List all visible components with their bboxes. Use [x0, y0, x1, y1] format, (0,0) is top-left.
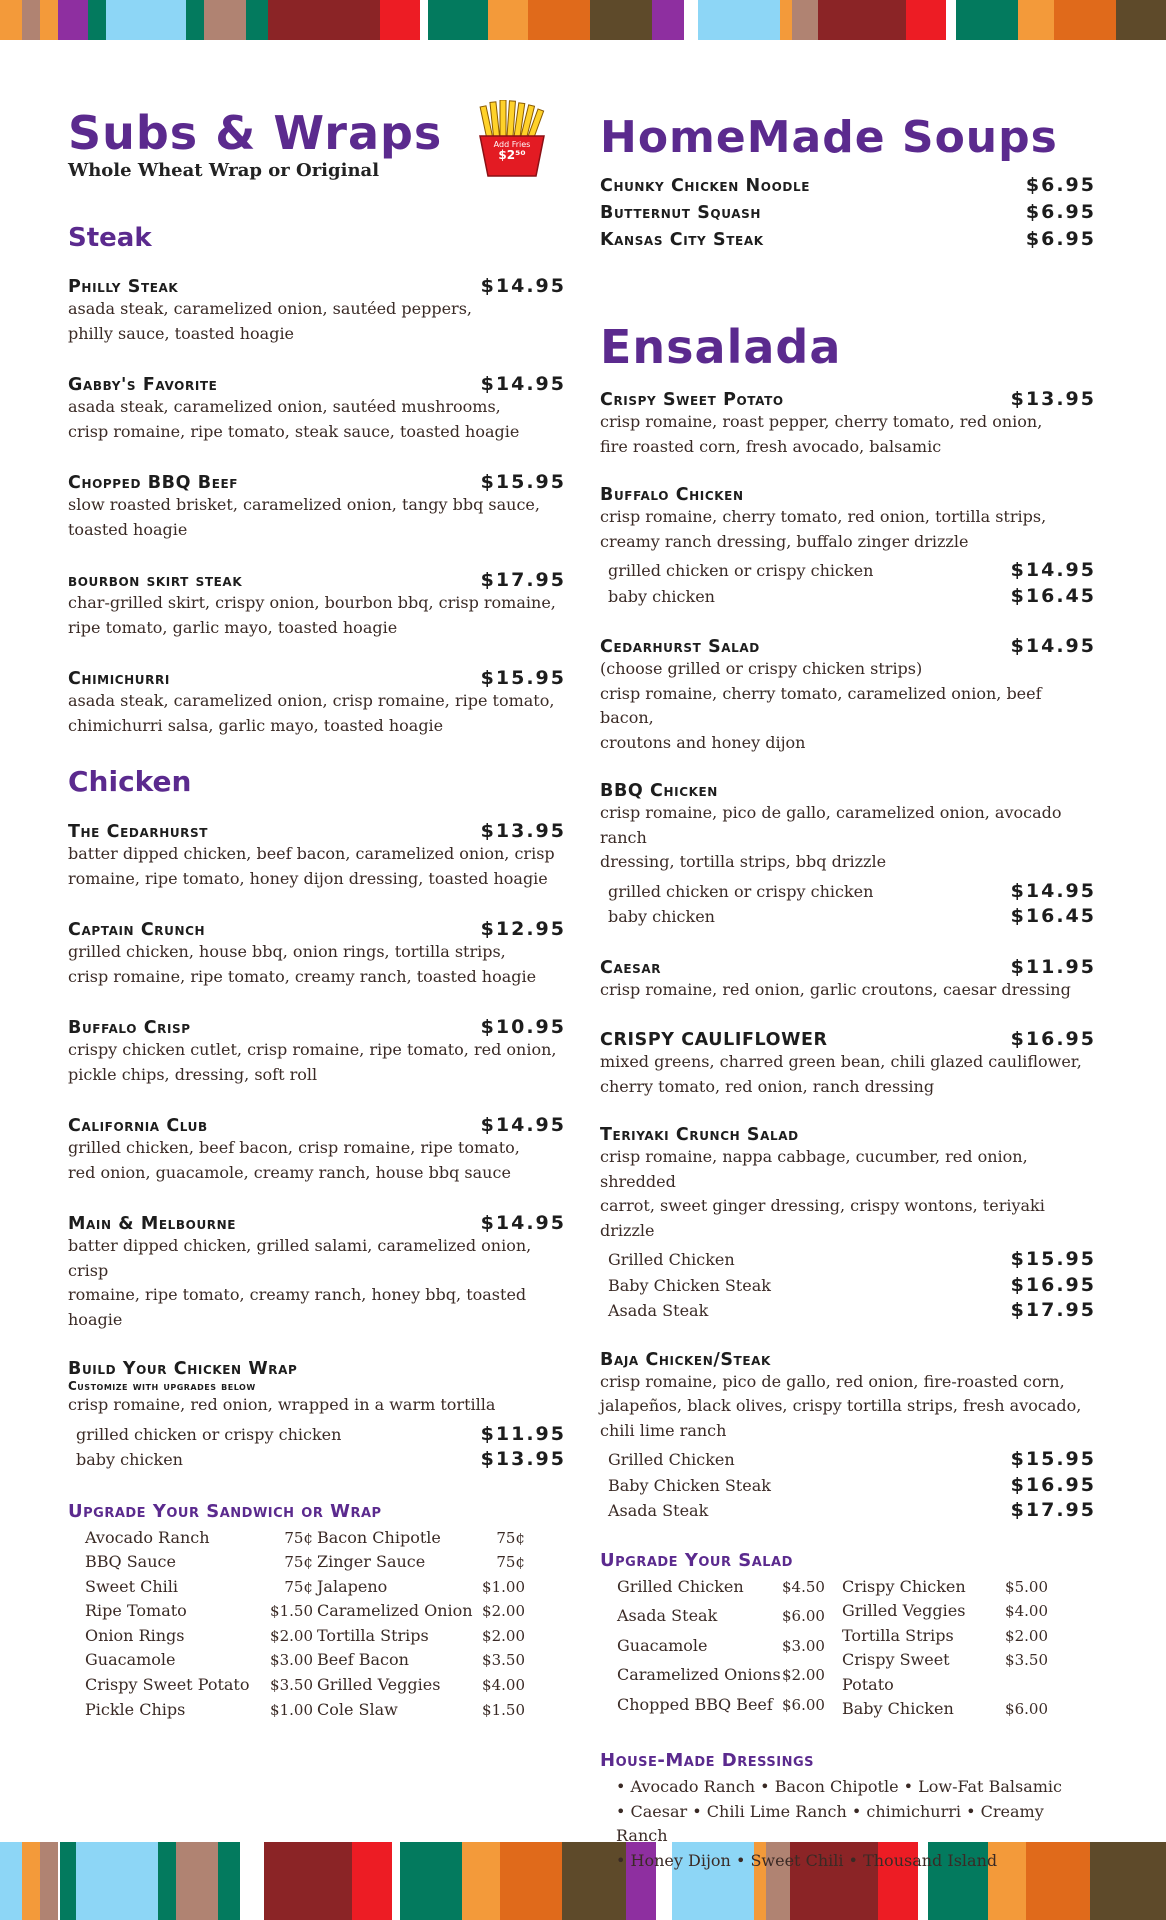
menu-item-name: California Club: [68, 1116, 208, 1136]
menu-item-desc: chimichurri salsa, garlic mayo, toasted hoagie: [68, 715, 444, 735]
upgrade-price: $2.00: [782, 1666, 825, 1685]
soup-name: Chunky Chicken Noodle: [600, 176, 810, 196]
option-label: grilled chicken or crispy chicken: [608, 561, 874, 580]
salad-name: Crispy Sweet Potato: [600, 390, 784, 410]
salad-price: $11.95: [1010, 955, 1096, 978]
salad-item: [600, 781, 1096, 930]
menu-item: [68, 471, 566, 542]
menu-item-desc: crisp romaine, ripe tomato, steak sauce, toasted hoagie: [68, 421, 520, 441]
upgrade-price: $2.00: [270, 1626, 313, 1645]
salad-item: [600, 1028, 1096, 1099]
upgrade-price: $3.50: [482, 1651, 525, 1670]
salad-desc: carrot, sweet ginger dressing, crispy wontons, teriyaki drizzle: [600, 1196, 1045, 1240]
subs-wraps-subtitle: Whole Wheat Wrap or Original: [68, 160, 380, 181]
upgrade-name: Bacon Chipotle: [317, 1527, 441, 1547]
option-label: baby chicken: [76, 1450, 183, 1469]
menu-item-desc: char-grilled skirt, crispy onion, bourbon bbq, crisp romaine,: [68, 593, 556, 612]
option-row: [600, 1247, 1096, 1273]
menu-item-price: $15.95: [480, 471, 566, 493]
soup-name: Butternut Squash: [600, 203, 761, 223]
upgrade-name: Zinger Sauce: [317, 1552, 426, 1572]
menu-item: [68, 373, 566, 444]
menu-item: [68, 1212, 566, 1332]
upgrade-name: Grilled Chicken: [617, 1576, 744, 1596]
fries-badge-line1: Add Fries: [493, 140, 531, 149]
option-price: $15.95: [1010, 1248, 1096, 1270]
soups-title: HomeMade Soups: [600, 112, 1058, 163]
menu-item: [68, 569, 566, 640]
salad-desc: mixed greens, charred green bean, chili glazed cauliflower,: [600, 1052, 1082, 1071]
salad-desc: crisp romaine, red onion, garlic croutons, caesar dressing: [600, 979, 1071, 999]
option-label: baby chicken: [608, 907, 715, 926]
upgrade-price: $4.00: [482, 1676, 525, 1695]
dressing-line: • Honey Dijon • Sweet Chili • Thousand Island: [616, 1850, 998, 1870]
dressings-title: House-Made Dressings: [600, 1750, 815, 1772]
option-price: $16.45: [1010, 905, 1096, 927]
option-row: [68, 1447, 566, 1473]
salad-desc: dressing, tortilla strips, bbq drizzle: [600, 852, 887, 871]
menu-item-price: $10.95: [480, 1016, 566, 1038]
menu-item-desc: romaine, ripe tomato, honey dijon dressing, toasted hoagie: [68, 868, 548, 888]
sandwich-upgrades: [68, 1501, 566, 1723]
menu-item-header: [68, 1212, 566, 1234]
option-label: baby chicken: [608, 586, 715, 606]
option-price: $15.95: [1010, 1448, 1096, 1470]
option-label: Baby Chicken Steak: [608, 1275, 771, 1295]
soup-row: [600, 201, 1096, 223]
build-wrap-name: Build Your Chicken Wrap: [68, 1359, 298, 1379]
option-label: Asada Steak: [608, 1501, 709, 1520]
menu-item-header: [68, 569, 566, 591]
subs-wraps-column: [68, 106, 566, 1722]
upgrade-price: $2.00: [482, 1626, 525, 1645]
upgrade-name: Guacamole: [85, 1650, 176, 1670]
upgrade-price: $4.00: [1005, 1602, 1048, 1621]
menu-item-price: $14.95: [480, 373, 566, 395]
menu-item-price: $12.95: [480, 918, 566, 940]
option-price: $14.95: [1010, 559, 1096, 581]
salad-options: [600, 1247, 1096, 1324]
dressings: [600, 1750, 1096, 1873]
menu-item-header: [68, 667, 566, 689]
salad-options: [600, 558, 1096, 609]
menu-item-name: Main & Melbourne: [68, 1214, 237, 1234]
option-row: [600, 904, 1096, 930]
option-price: $11.95: [480, 1422, 566, 1445]
upgrade-name: Cole Slaw: [317, 1699, 398, 1719]
option-price: $16.45: [1010, 584, 1096, 607]
upgrade-price: 75¢: [284, 1528, 313, 1547]
chicken-list: [68, 820, 566, 1332]
salad-upgrades-col1: [617, 1575, 825, 1723]
salad-upgrades: [600, 1550, 1096, 1723]
salad-name: Cedarhurst Salad: [600, 637, 760, 657]
menu-item-desc: batter dipped chicken, grilled salami, caramelized onion, crisp: [68, 1236, 532, 1280]
upgrade-name: Grilled Veggies: [842, 1601, 966, 1621]
upgrade-price: $1.00: [270, 1700, 313, 1719]
salad-name: BBQ Chicken: [600, 781, 718, 801]
salad-name: CRISPY CAULIFLOWER: [600, 1030, 828, 1050]
menu-item-name: Gabby's Favorite: [68, 375, 218, 395]
salad-name: Buffalo Chicken: [600, 485, 744, 505]
subs-wraps-title: Subs & Wraps: [68, 106, 443, 160]
soup-price: $6.95: [1025, 201, 1096, 223]
upgrade-price: $6.00: [782, 1695, 825, 1714]
menu-item-header: [68, 918, 566, 940]
salad-header: [600, 781, 1096, 801]
salad-list: [600, 388, 1096, 1524]
sandwich-upgrades-col1: [85, 1526, 313, 1723]
menu-item-header: [68, 820, 566, 842]
option-price: $17.95: [1010, 1499, 1096, 1521]
build-chicken-wrap: [68, 1359, 566, 1473]
build-wrap-options: [68, 1422, 566, 1473]
option-price: $14.95: [1010, 879, 1096, 902]
soup-name: Kansas City Steak: [600, 230, 764, 250]
upgrade-price: $3.00: [782, 1636, 825, 1655]
salad-header: [600, 388, 1096, 410]
menu-item-desc: asada steak, caramelized onion, sautéed peppers,: [68, 299, 472, 318]
steak-list: [68, 275, 566, 738]
upgrade-name: Ripe Tomato: [85, 1601, 187, 1621]
menu-item: [68, 820, 566, 891]
upgrade-price: $1.50: [482, 1700, 525, 1719]
salad-desc: chili lime ranch: [600, 1420, 727, 1440]
upgrade-price: $6.00: [1005, 1700, 1048, 1719]
menu-item-header: [68, 275, 566, 297]
salad-desc: (choose grilled or crispy chicken strips): [600, 659, 923, 678]
soup-row: [600, 174, 1096, 196]
menu-item-desc: philly sauce, toasted hoagie: [68, 323, 295, 343]
salad-desc: cherry tomato, red onion, ranch dressing: [600, 1076, 935, 1096]
option-price: $17.95: [1010, 1299, 1096, 1321]
salad-desc: croutons and honey dijon: [600, 732, 806, 752]
salad-options: [600, 879, 1096, 930]
salad-header: [600, 956, 1096, 978]
menu-item-desc: grilled chicken, beef bacon, crisp romaine, ripe tomato,: [68, 1138, 520, 1157]
menu-item-desc: crispy chicken cutlet, crisp romaine, ripe tomato, red onion,: [68, 1040, 557, 1059]
menu-item-desc: grilled chicken, house bbq, onion rings, tortilla strips,: [68, 942, 506, 961]
option-label: Asada Steak: [608, 1301, 709, 1320]
salad-header: [600, 635, 1096, 657]
upgrade-price: $5.00: [1005, 1577, 1048, 1596]
menu-item: [68, 918, 566, 989]
soup-list: [600, 174, 1096, 250]
upgrade-name: Beef Bacon: [317, 1650, 409, 1670]
option-row: [600, 1273, 1096, 1299]
salad-upgrades-col2: [842, 1575, 1048, 1723]
salad-price: $13.95: [1010, 388, 1096, 410]
option-row: [68, 1422, 566, 1448]
menu-item-name: Buffalo Crisp: [68, 1018, 191, 1038]
upgrade-name: Caramelized Onions: [617, 1665, 781, 1685]
option-label: Grilled Chicken: [608, 1250, 735, 1269]
salad-desc: crisp romaine, nappa cabbage, cucumber, red onion, shredded: [600, 1147, 1028, 1191]
upgrade-name: Grilled Veggies: [317, 1675, 441, 1695]
menu-item-desc: pickle chips, dressing, soft roll: [68, 1064, 318, 1084]
upgrade-price: $6.00: [782, 1607, 825, 1625]
salad-desc: crisp romaine, pico de gallo, caramelized onion, avocado ranch: [600, 803, 1062, 847]
salad-upgrades-title: Upgrade Your Salad: [600, 1549, 793, 1571]
salad-desc: fire roasted corn, fresh avocado, balsamic: [600, 436, 942, 456]
soup-row: [600, 228, 1096, 250]
menu-item-desc: ripe tomato, garlic mayo, toasted hoagie: [68, 617, 398, 637]
menu-item-desc: slow roasted brisket, caramelized onion, tangy bbq sauce,: [68, 495, 540, 514]
salad-desc: creamy ranch dressing, buffalo zinger drizzle: [600, 531, 969, 551]
chicken-section-title: Chicken: [68, 765, 192, 798]
option-row: [600, 1498, 1096, 1524]
salad-item: [600, 635, 1096, 755]
salad-item: [600, 1350, 1096, 1524]
option-price: $16.95: [1010, 1473, 1096, 1496]
option-label: Grilled Chicken: [608, 1450, 735, 1469]
upgrade-name: Tortilla Strips: [842, 1625, 954, 1645]
salad-item: [600, 485, 1096, 609]
fries-badge-price: $2⁵⁰: [498, 148, 526, 162]
menu-item-name: bourbon skirt steak: [68, 571, 243, 591]
sandwich-upgrades-col2: [317, 1526, 525, 1723]
salad-item: [600, 956, 1096, 1003]
menu-item-price: $14.95: [480, 275, 566, 297]
upgrade-name: Onion Rings: [85, 1625, 185, 1645]
sandwich-upgrades-title: Upgrade Your Sandwich or Wrap: [68, 1500, 382, 1522]
menu-item-header: [68, 1114, 566, 1136]
menu-item: [68, 275, 566, 346]
menu-item-desc: red onion, guacamole, creamy ranch, house bbq sauce: [68, 1162, 511, 1182]
menu-item-name: The Cedarhurst: [68, 822, 209, 842]
menu-item-price: $14.95: [480, 1114, 566, 1136]
menu-item-header: [68, 373, 566, 395]
menu-item-desc: asada steak, caramelized onion, crisp romaine, ripe tomato,: [68, 691, 555, 710]
ensalada-title: Ensalada: [600, 320, 842, 374]
menu-item-desc: asada steak, caramelized onion, sautéed mushrooms,: [68, 397, 501, 416]
upgrade-name: Crispy Sweet Potato: [842, 1650, 950, 1694]
option-row: [600, 1298, 1096, 1324]
steak-section-title: Steak: [68, 223, 152, 253]
soup-price: $6.95: [1025, 174, 1096, 196]
salad-desc: jalapeños, black olives, crispy tortilla strips, fresh avocado,: [600, 1396, 1082, 1415]
menu-item-header: [68, 471, 566, 493]
soups-salads-column: [600, 110, 1096, 1873]
salad-header: [600, 1350, 1096, 1370]
menu-item-price: $13.95: [480, 820, 566, 842]
option-row: [600, 1447, 1096, 1473]
salad-name: Baja Chicken/Steak: [600, 1349, 771, 1370]
option-label: Baby Chicken Steak: [608, 1475, 771, 1495]
build-wrap-desc: crisp romaine, red onion, wrapped in a warm tortilla: [68, 1395, 496, 1414]
salad-item: [600, 1125, 1096, 1324]
salad-item: [600, 388, 1096, 459]
upgrade-name: Caramelized Onion: [317, 1601, 473, 1621]
menu-item-name: Chimichurri: [68, 669, 170, 689]
option-label: grilled chicken or crispy chicken: [76, 1424, 342, 1444]
upgrade-price: 75¢: [284, 1553, 313, 1572]
salad-price: $14.95: [1010, 635, 1096, 657]
upgrade-price: $2.00: [482, 1602, 525, 1621]
upgrade-price: 75¢: [284, 1577, 313, 1596]
menu-item-name: Chopped BBQ Beef: [68, 473, 239, 493]
upgrade-price: $3.50: [1005, 1651, 1048, 1670]
upgrade-price: $3.00: [270, 1651, 313, 1670]
menu-item-desc: crisp romaine, ripe tomato, creamy ranch, toasted hoagie: [68, 966, 537, 986]
upgrade-name: BBQ Sauce: [85, 1552, 176, 1572]
menu-item: [68, 1114, 566, 1185]
soup-price: $6.95: [1025, 228, 1096, 250]
option-price: $13.95: [480, 1448, 566, 1470]
salad-header: [600, 1125, 1096, 1145]
option-row: [600, 558, 1096, 584]
menu-item-price: $17.95: [480, 569, 566, 591]
upgrade-name: Guacamole: [617, 1635, 708, 1655]
upgrade-price: 75¢: [496, 1553, 525, 1572]
upgrade-name: Crispy Chicken: [842, 1576, 966, 1596]
option-label: grilled chicken or crispy chicken: [608, 881, 874, 901]
salad-desc: crisp romaine, pico de gallo, red onion, fire-roasted corn,: [600, 1371, 1065, 1391]
upgrade-price: $1.50: [270, 1602, 313, 1621]
menu-item-desc: romaine, ripe tomato, creamy ranch, honey bbq, toasted hoagie: [68, 1285, 527, 1329]
salad-name: Teriyaki Crunch Salad: [600, 1125, 799, 1145]
upgrade-price: $4.50: [782, 1577, 825, 1596]
salad-desc: crisp romaine, cherry tomato, red onion, tortilla strips,: [600, 507, 1047, 526]
option-row: [600, 879, 1096, 905]
menu-item-desc: toasted hoagie: [68, 519, 188, 539]
salad-name: Caesar: [600, 957, 662, 978]
salad-price: $16.95: [1010, 1028, 1096, 1050]
dressing-line: • Caesar • Chili Lime Ranch • chimichurri • Creamy Ranch: [616, 1801, 1044, 1846]
menu-item: [68, 667, 566, 738]
upgrade-name: Jalapeno: [317, 1576, 388, 1596]
option-price: $16.95: [1010, 1273, 1096, 1296]
menu-item-name: Captain Crunch: [68, 920, 206, 940]
upgrade-name: Tortilla Strips: [317, 1625, 429, 1645]
salad-header: [600, 485, 1096, 505]
menu-item: [68, 1016, 566, 1087]
option-row: [600, 1473, 1096, 1499]
upgrade-name: Pickle Chips: [85, 1699, 186, 1719]
upgrade-price: $2.00: [1005, 1626, 1048, 1645]
upgrade-price: 75¢: [496, 1528, 525, 1547]
option-row: [600, 584, 1096, 610]
top-color-stripe: [0, 0, 1166, 40]
upgrade-name: Chopped BBQ Beef: [617, 1694, 773, 1714]
upgrade-price: $1.00: [482, 1577, 525, 1596]
salad-options: [600, 1447, 1096, 1524]
salad-desc: crisp romaine, roast pepper, cherry tomato, red onion,: [600, 412, 1043, 431]
upgrade-name: Baby Chicken: [842, 1699, 954, 1719]
upgrade-name: Asada Steak: [617, 1606, 718, 1625]
dressing-line: • Avocado Ranch • Bacon Chipotle • Low-Fat Balsamic: [616, 1777, 1062, 1797]
salad-header: [600, 1028, 1096, 1050]
upgrade-name: Sweet Chili: [85, 1576, 179, 1596]
menu-item-name: Philly Steak: [68, 277, 179, 297]
upgrade-name: Avocado Ranch: [85, 1527, 210, 1547]
dressings-list: [600, 1775, 1096, 1873]
menu-item-desc: batter dipped chicken, beef bacon, caramelized onion, crisp: [68, 844, 555, 863]
menu-item-price: $15.95: [480, 667, 566, 689]
menu-item-price: $14.95: [480, 1212, 566, 1234]
upgrade-price: $3.50: [270, 1676, 313, 1695]
build-wrap-note: Customize with upgrades below: [68, 1379, 256, 1393]
upgrade-name: Crispy Sweet Potato: [85, 1675, 250, 1695]
menu-item-header: [68, 1016, 566, 1038]
salad-desc: crisp romaine, cherry tomato, caramelized onion, beef bacon,: [600, 683, 1042, 727]
